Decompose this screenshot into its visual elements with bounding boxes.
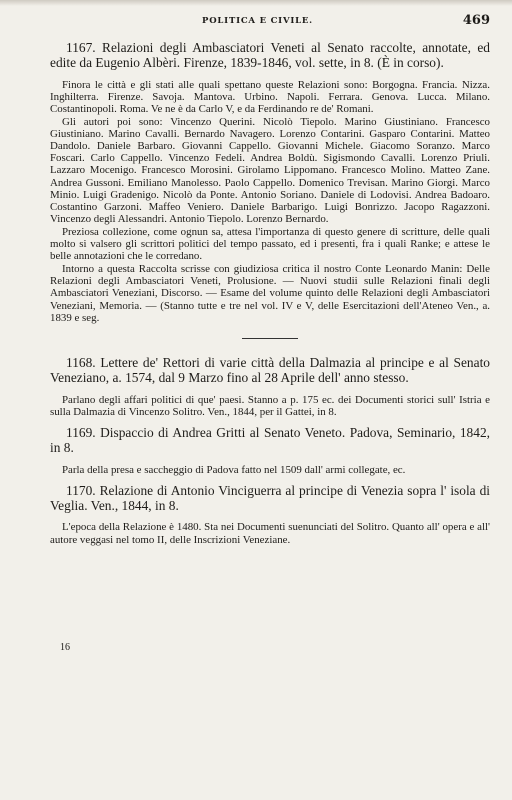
entry-note: Finora le città e gli stati alle quali spettano queste Relazioni sono: Borgogna. Francia. Nizza. Inghilterra. Firenze. Savoja. Mantova. Urbino. Napoli. Ferrara. Genova. Lucca. Milano. Costantinopoli. Roma. Ve ne è da Carlo V, e da Ferdinando re de' Romani. — [50, 78, 490, 115]
page-number: 469 — [462, 13, 490, 28]
entry-title: 1170. Relazione di Antonio Vinciguerra al principe di Venezia sopra l' isola di Veglia. Ven., 1844, in 8. — [50, 482, 490, 513]
entry-note: Intorno a questa Raccolta scrisse con giudiziosa critica il nostro Conte Leonardo Manin: Delle Relazioni degli Ambasciatori Veneti, Prolusione. — Nuovi studii sulle Relazioni finali degli Ambasciatori Veneziani, Discorso. — Esame del volume quinto delle Relazioni degli Ambasciatori Veneziani, Memoria. — (Stanno tutte e tre nel vol. IV e V, delle Esercitazioni dell'Ateneo Ven., a. 1839 e seg. — [50, 263, 490, 324]
page-content — [50, 40, 490, 546]
entry-note: Preziosa collezione, come ognun sa, attesa l'importanza di questo genere di scritture, delle quali molto si valsero gli scrittori politici del tempo passato, ed i presenti, fra i quali Ranke; e attese le belle annotazioni che le corredano. — [50, 225, 490, 263]
entry-note: Parla della presa e saccheggio di Padova fatto nel 1509 dall' armi collegate, ec. — [62, 463, 406, 476]
entry-note: Gli autori poi sono: Vincenzo Querini. Nicolò Tiepolo. Marino Giustiniano. Francesco Giustiniano. Marino Cavalli. Bernardo Navagero. Lorenzo Contarini. Gasparo Contarini. Matteo Dandolo. Daniele Barbaro. Giovanni Cappello. Giovanni Michele. Giacomo Soranzo. Marco Foscari. Carlo Cappello. Vincenzo Fedeli. Andrea Boldù. Sigismondo Cavalli. Lorenzo Priuli. Lazzaro Mocenigo. Francesco Morosini. Girolamo Lippomano. Francesco Molino. Matteo Zane. Andrea Gussoni. Emiliano Manolesso. Paolo Cappello. Domenico Trevisan. Marino Giorgi. Marco Minio. Luigi Gradenigo. Nicolò da Ponte. Antonio Soriano. Daniele di Lodovisi. Andrea Badoaro. Costantino Garzoni. Maffeo Veniero. Daniele Barbarigo. Luigi Bonrizzo. Jacopo Ragazzoni. Vincenzo degli Alessandri. Antonio Tiepolo. Lorenzo Bernardo. — [50, 116, 490, 225]
page-edge-shadow — [0, 0, 512, 6]
bibliography-entry-1170 — [50, 483, 490, 546]
bibliography-entry-1167 — [50, 40, 490, 324]
entry-title: 1168. Lettere de' Rettori di varie città della Dalmazia al principe e al Senato Veneziano, a. 1574, dal 9 Marzo fino al 28 Aprile dell' anno stesso. — [50, 354, 490, 386]
entry-note: Parlano degli affari politici di que' paesi. Stanno a p. 175 ec. dei Documenti storici sull' Istria e sulla Dalmazia di Vincenzo Solitro. Ven., 1844, per il Gattei, in 8. — [50, 393, 490, 418]
printer-signature-mark: 16 — [60, 642, 70, 653]
page-header — [58, 13, 490, 32]
entry-title: 1169. Dispaccio di Andrea Gritti al Senato Veneto. Padova, Seminario, 1842, in 8. — [50, 424, 490, 456]
running-title: POLITICA E CIVILE. — [202, 16, 313, 26]
section-divider — [242, 338, 298, 339]
bibliography-entry-1169 — [50, 425, 490, 476]
entry-note: L'epoca della Relazione è 1480. Sta nei Documenti suenunciati del Solitro. Quanto all' opera e all' autore veggasi nel tomo II, delle Inscrizioni Veneziane. — [50, 521, 490, 546]
bibliography-entry-1168 — [50, 355, 490, 418]
entry-title: 1167. Relazioni degli Ambasciatori Veneti al Senato raccolte, annotate, ed edite da Eugenio Albèri. Firenze, 1839-1846, vol. sette, in 8. (È in corso). — [50, 40, 490, 71]
